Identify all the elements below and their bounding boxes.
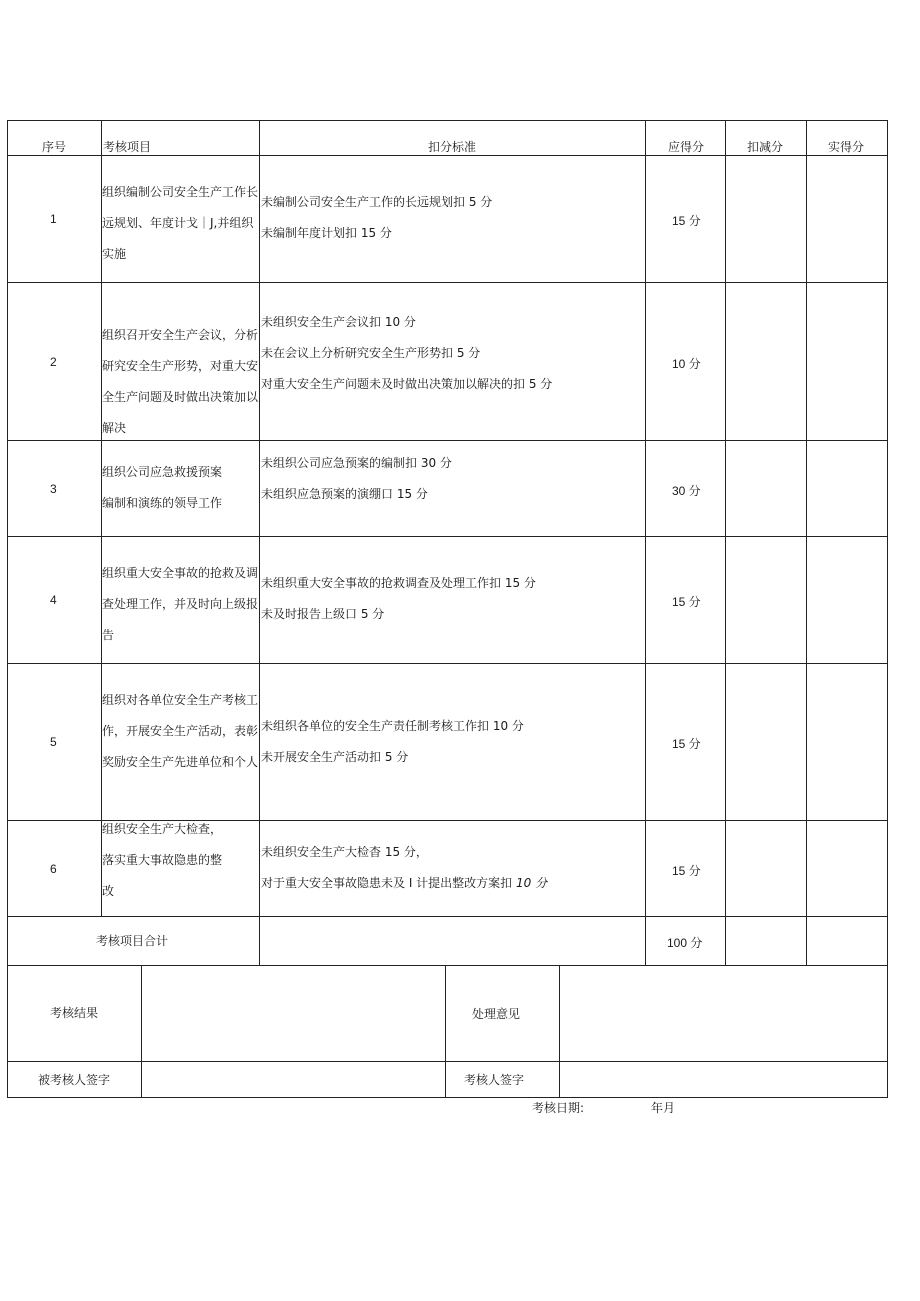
row-item: [102, 814, 260, 907]
row-criteria: [261, 568, 536, 630]
row-criteria: [261, 187, 492, 249]
row-criteria: [261, 307, 552, 400]
row-seq: 6: [50, 862, 57, 876]
criteria-line: 未组织应急预案的演绷口 15 分: [261, 487, 428, 501]
header-actual: 实得分: [828, 140, 865, 154]
row-criteria: [261, 837, 547, 899]
row-score: 10 分: [672, 357, 701, 371]
result-field[interactable]: [142, 966, 445, 1061]
row-score: 15 分: [672, 214, 701, 228]
row-score: 15 分: [672, 737, 701, 751]
row-criteria: [261, 711, 524, 773]
row-criteria: [261, 448, 452, 510]
row-seq: 4: [50, 593, 57, 607]
row-seq: 5: [50, 735, 57, 749]
opinion-label: 处理意见: [472, 1007, 521, 1021]
date-suffix: 年月: [651, 1101, 676, 1115]
item-line: 落实重大事故隐患的整: [102, 853, 223, 867]
criteria-line-tail: 10 分: [516, 876, 548, 890]
header-item: 考核项目: [103, 140, 152, 154]
criteria-line-text: 对于重大安全事故隐患未及 I 计提出整改方案扣: [261, 876, 513, 890]
criteria-line: 未组织公司应急预案的编制扣 30 分: [261, 456, 452, 470]
criteria-line: 未在会议上分析研究安全生产形势扣 5 分: [261, 346, 481, 360]
row-score: 15 分: [672, 864, 701, 878]
row-seq: 3: [50, 482, 57, 496]
item-line: 改: [102, 884, 115, 898]
criteria-line: 未组织各单位的安全生产责任制考核工作扣 10 分: [261, 719, 524, 733]
item-line: 组织公司应急救援预案: [102, 465, 223, 479]
criteria-line: 未及时报告上级口 5 分: [261, 607, 385, 621]
date-label: 考核日期:: [532, 1101, 585, 1115]
criteria-line: 未组织安全生产大检杳 15 分，: [261, 845, 428, 859]
result-label: 考核结果: [50, 1006, 99, 1020]
total-label: 考核项目合计: [96, 934, 169, 948]
header-deduct: 扣减分: [747, 140, 784, 154]
total-score: 100 分: [667, 936, 703, 950]
row-item: 组织重大安全事故的抢救及调查处理工作，并及时向上级报告: [102, 566, 259, 642]
assessee-sign-label: 被考核人签字: [38, 1073, 111, 1087]
row-score: 15 分: [672, 595, 701, 609]
criteria-line: [261, 868, 547, 899]
criteria-line: 对重大安全生产问题未及时做出决策加以解决的扣 5 分: [261, 377, 553, 391]
assessor-sign-field[interactable]: [560, 1062, 887, 1097]
row-score: 30 分: [672, 484, 701, 498]
header-criteria: 扣分标准: [428, 140, 477, 154]
row-item: 组织编制公司安全生产工作长远规划、年度计戈｜J,并组织实施: [102, 185, 259, 261]
criteria-line: 未编制年度计划扣 15 分: [261, 226, 392, 240]
item-line: 组织安全生产大检查，: [102, 822, 223, 836]
row-seq: 1: [50, 212, 57, 226]
criteria-line: 未开展安全生产活动扣 5 分: [261, 750, 409, 764]
row-item: 组织召开安全生产会议，分析研究安全生产形势，对重大安全生产问题及时做出决策加以解决: [102, 328, 259, 435]
assessor-sign-label: 考核人签字: [464, 1073, 525, 1087]
row-seq: 2: [50, 355, 57, 369]
criteria-line: 未编制公司安全生产工作的长远规划扣 5 分: [261, 195, 493, 209]
assessee-sign-field[interactable]: [142, 1062, 445, 1097]
criteria-line: 未组织重大安全事故的抢救调查及处理工作扣 15 分: [261, 576, 536, 590]
opinion-field[interactable]: [560, 966, 887, 1061]
header-due: 应得分: [668, 140, 705, 154]
header-seq: 序号: [42, 140, 67, 154]
item-line: 编制和演练的领导工作: [102, 496, 223, 510]
criteria-line: 未组织安全生产会议扣 10 分: [261, 315, 416, 329]
row-item: 组织对各单位安全生产考核工作，开展安全生产活动，表彰奖励安全生产先进单位和个人: [102, 693, 259, 769]
row-item: [102, 457, 260, 519]
